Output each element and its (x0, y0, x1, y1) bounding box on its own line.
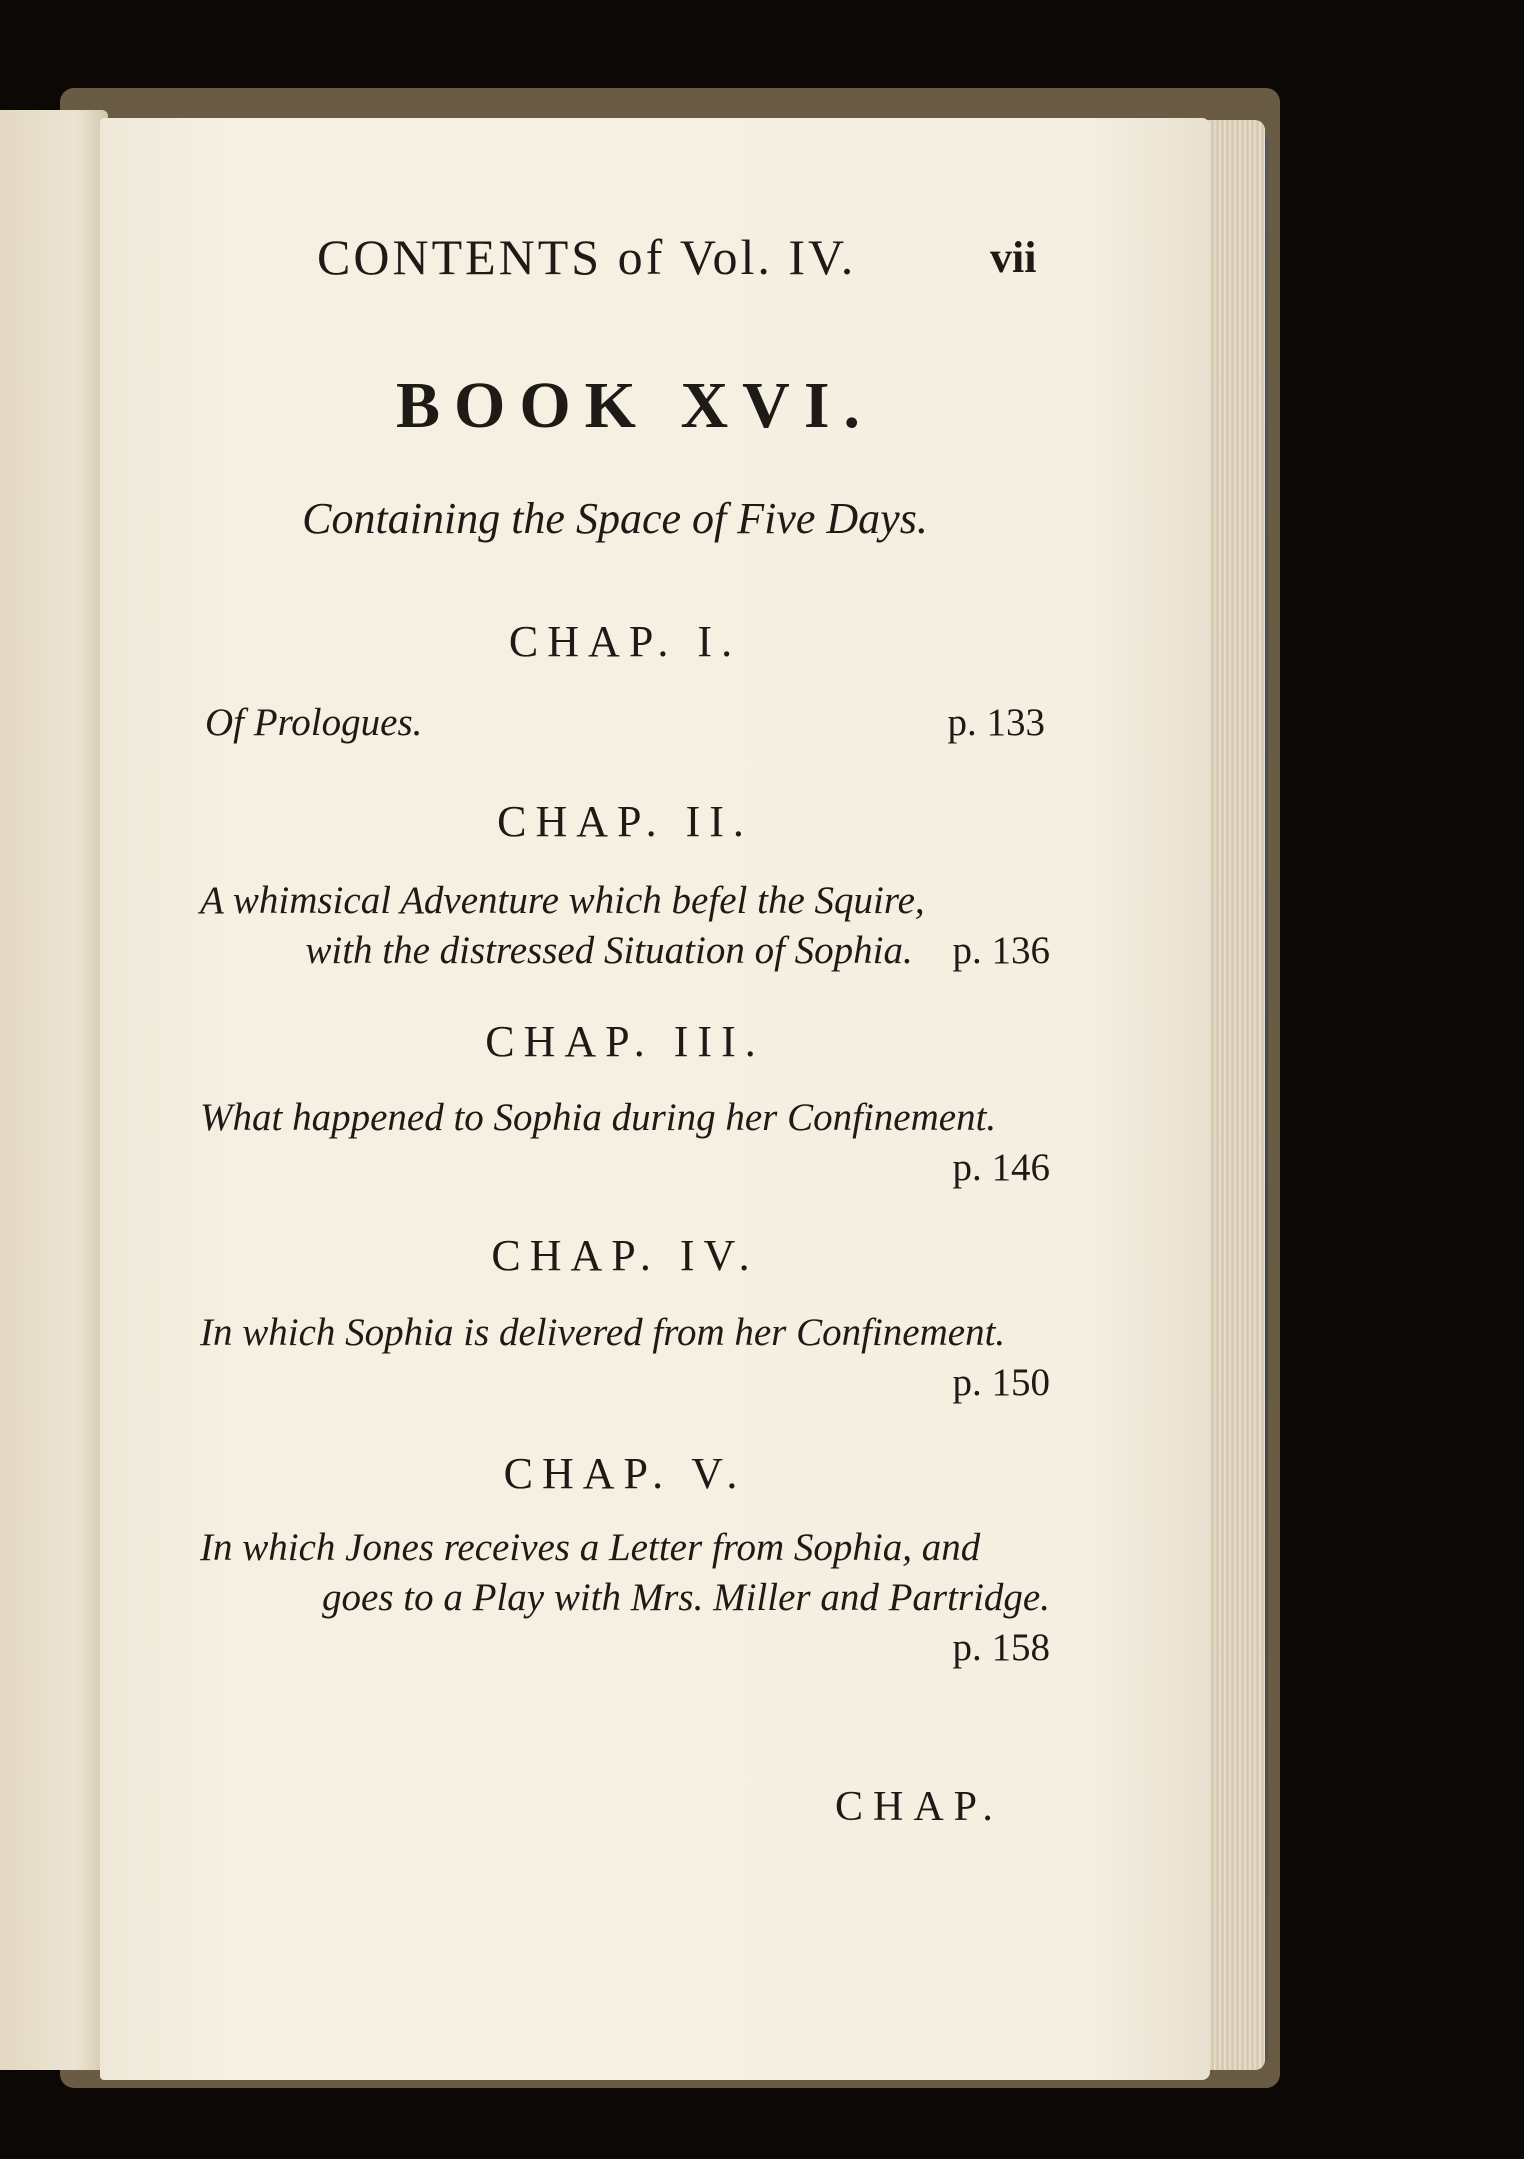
chapter-title-line: In which Jones receives a Letter from Sophia, and (200, 1526, 981, 1569)
chapter-heading: CHAP. I. (508, 617, 742, 666)
book-subtitle: Containing the Space of Five Days. (302, 494, 928, 543)
catchword: CHAP. (835, 1784, 1003, 1830)
book-page (100, 118, 1210, 2080)
chapter-heading: CHAP. III. (485, 1017, 765, 1066)
chapter-entry-continued (200, 926, 1050, 976)
chapter-page: p. 146 (952, 1146, 1050, 1189)
chapter-entry (200, 1308, 1050, 1358)
chapter-entry (200, 1093, 1050, 1143)
chapter-entry (205, 698, 1045, 748)
chapter-entry (200, 876, 1050, 926)
chapter-title-line: Of Prologues. (205, 701, 423, 744)
book-title: BOOK XVI. (395, 369, 875, 442)
chapter-title-line: In which Sophia is delivered from her Confinement. (200, 1311, 1006, 1354)
chapter-title-line: What happened to Sophia during her Confinement. (200, 1096, 997, 1139)
chapter-title-line: goes to a Play with Mrs. Miller and Partridge. (322, 1576, 1050, 1619)
running-header (100, 228, 1210, 288)
chapter-heading: CHAP. V. (503, 1449, 747, 1498)
chapter-page: p. 158 (952, 1626, 1050, 1669)
chapter-entry (200, 1523, 1050, 1573)
chapter-title-line: with the distressed Situation of Sophia. (305, 929, 913, 972)
chapter-page: p. 150 (952, 1361, 1050, 1404)
chapter-heading: CHAP. IV. (491, 1231, 759, 1280)
chapter-page: p. 136 (952, 929, 1050, 972)
chapter-title-line: A whimsical Adventure which befel the Squire, (200, 879, 925, 922)
chapter-entry-continued (200, 1573, 1050, 1623)
header-title: CONTENTS of Vol. IV. (317, 229, 857, 285)
chapter-page: p. 133 (947, 701, 1045, 744)
page-number: vii (990, 233, 1037, 282)
chapter-heading: CHAP. II. (497, 797, 753, 846)
